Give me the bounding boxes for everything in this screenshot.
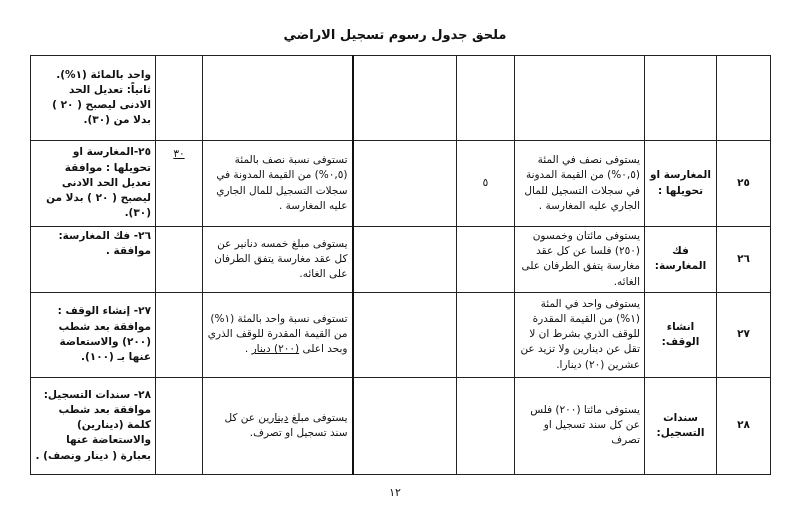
current-value-cell <box>457 292 515 377</box>
table-row <box>31 377 771 474</box>
amount-cell <box>156 292 203 377</box>
amount-cell <box>156 56 203 141</box>
proposed-fee-underlined: (٢٠٠) دينار <box>251 343 300 356</box>
amount-cell <box>156 377 203 474</box>
row-number-cell <box>717 56 771 141</box>
proposed-fee-text: تستوفى نسبة واحد بالمئة (١%) من القيمة المقدرة للوقف الذري وبحد اعلى <box>207 313 348 356</box>
current-value-cell: ٥ <box>457 141 515 227</box>
row-number-cell: ٢٧ <box>717 292 771 377</box>
current-fee-cell <box>515 56 645 141</box>
current-value-cell <box>457 227 515 293</box>
amount-cell <box>156 227 203 293</box>
table-row <box>31 292 771 377</box>
current-fee-cell: يستوفى مائتان وخمسون (٢٥٠) فلسا عن كل عقد مغارسة يتفق الطرفان على الغائه. <box>515 227 645 293</box>
page-number: ١٢ <box>389 486 401 499</box>
comment-cell: ٢٦- فك المغارسة: موافقة . <box>31 227 156 293</box>
proposed-fee-cell <box>203 292 353 377</box>
proposed-fee-cell <box>203 56 353 141</box>
empty-cell <box>353 227 457 293</box>
fee-name-cell: انشاء الوقف: <box>645 292 717 377</box>
empty-cell <box>353 377 457 474</box>
empty-cell <box>353 141 457 227</box>
comment-cell: ٢٨- سندات التسجيل: موافقة بعد شطب كلمة (دينارين) والاستعاضة عنها بعبارة ( دينار ونصف) . <box>31 377 156 474</box>
row-number-cell: ٢٦ <box>717 227 771 293</box>
current-value-cell <box>457 56 515 141</box>
proposed-fee-cell: تستوفى نسبة نصف بالمئة (٠,٥%) من القيمة المدونة في سجلات التسجيل للمال الجاري عليه المغارسة . <box>203 141 353 227</box>
proposed-fee-underlined: دينارين <box>258 411 289 424</box>
page-title: ملحق جدول رسوم تسجيل الاراضي <box>283 28 507 43</box>
current-fee-cell: يستوفى مائتا (٢٠٠) فلس عن كل سند تسجيل او تصرف <box>515 377 645 474</box>
fees-table <box>30 55 771 475</box>
proposed-fee-cell <box>203 377 353 474</box>
current-fee-cell: يستوفى واحد في المئة (١%) من القيمة المقدرة للوقف الذري بشرط ان لا تقل عن دينارين ولا تزيد عن عشرين (٢٠) دينارا. <box>515 292 645 377</box>
comment-cell: واحد بالمائة (١%). ثانياً: تعديل الحد الادنى ليصبح ( ٢٠ ) بدلا من (٣٠). <box>31 56 156 141</box>
proposed-fee-text-end: . <box>244 343 249 356</box>
table-row <box>31 56 771 141</box>
proposed-fee-cell: يستوفى مبلغ خمسه دنانير عن كل عقد مغارسة يتفق الطرفان على الغائه. <box>203 227 353 293</box>
empty-cell <box>353 56 457 141</box>
table-row <box>31 227 771 293</box>
fee-name-cell: سندات التسجيل: <box>645 377 717 474</box>
amount-value: ٣٠ <box>173 148 185 160</box>
row-number-cell: ٢٨ <box>717 377 771 474</box>
fee-name-cell <box>645 56 717 141</box>
empty-cell <box>353 292 457 377</box>
row-number-cell: ٢٥ <box>717 141 771 227</box>
current-fee-cell: يستوفى نصف في المئة (٠,٥%) من القيمة المدونة في سجلات التسجيل للمال الجاري عليه المغارسة . <box>515 141 645 227</box>
proposed-fee-text: يستوفى مبلغ <box>291 411 348 424</box>
fee-name-cell: المغارسة او تحويلها : <box>645 141 717 227</box>
table-row <box>31 141 771 227</box>
current-value-cell <box>457 377 515 474</box>
amount-cell <box>156 141 203 227</box>
comment-cell: ٢٧- إنشاء الوقف : موافقة بعد شطب (٢٠٠) والاستعاضة عنها بـ (١٠٠). <box>31 292 156 377</box>
comment-cell: ٢٥-المغارسة او تحويلها : موافقة تعديل الحد الادنى ليصبح ( ٢٠ ) بدلا من (٣٠). <box>31 141 156 227</box>
fee-name-cell: فك المغارسة: <box>645 227 717 293</box>
proposed-fee-text-end: عن كل سند تسجيل او تصرف. <box>224 411 348 439</box>
